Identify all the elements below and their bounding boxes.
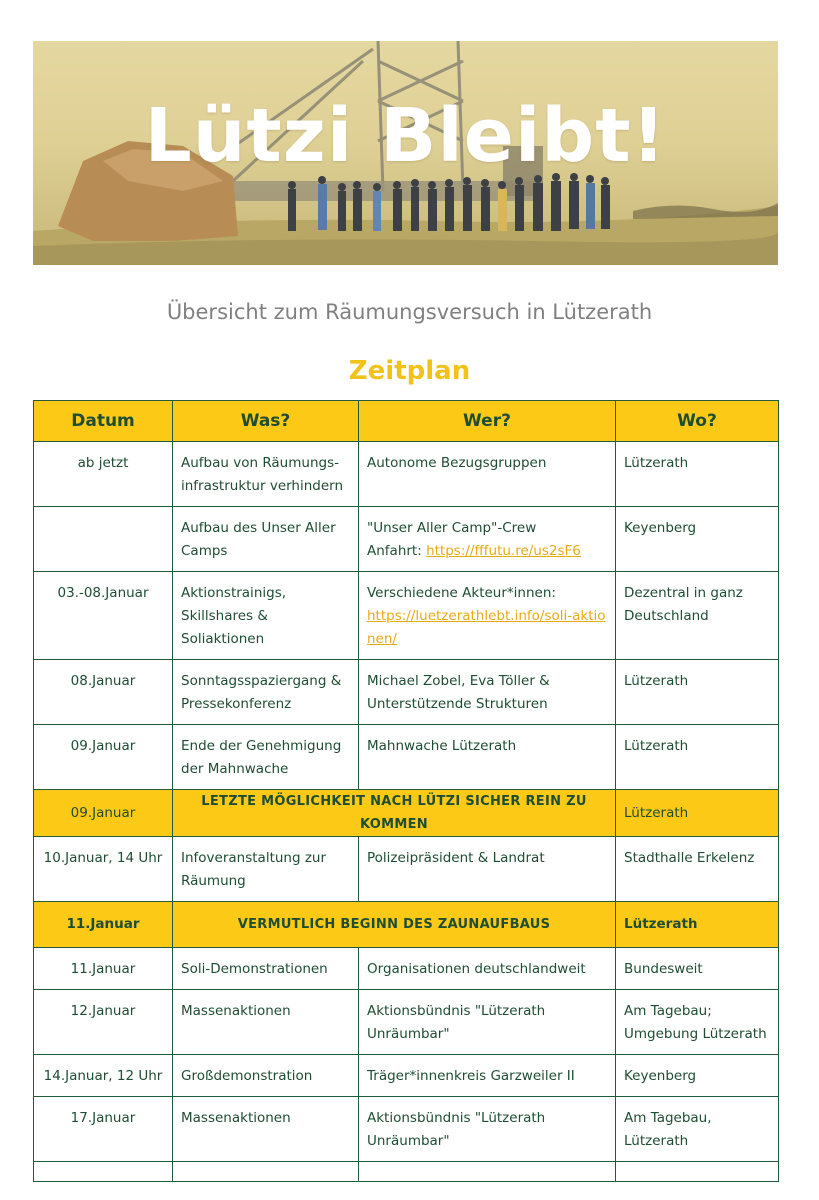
cell-empty <box>359 1162 616 1182</box>
camp-link[interactable]: https://fffutu.re/us2sF6 <box>426 543 581 559</box>
column-header-was: Was? <box>173 401 359 442</box>
header-banner <box>33 41 778 265</box>
schedule-table <box>33 400 779 1182</box>
cell-was: Aktionstrainigs, Skillshares & Soliaktionen <box>173 572 359 660</box>
cell-datum: 09.Januar <box>34 725 173 790</box>
highlight-row <box>34 790 779 837</box>
cell-datum: 09.Januar <box>34 790 173 837</box>
column-header-wer: Wer? <box>359 401 616 442</box>
cell-empty <box>616 1162 779 1182</box>
cell-empty <box>173 1162 359 1182</box>
cell-wo: Lützerath <box>616 902 779 948</box>
highlight-text: VERMUTLICH BEGINN DES ZAUNAUFBAUS <box>173 902 616 948</box>
cell-wer: Organisationen deutschlandweit <box>359 948 616 990</box>
cell-datum: 14.Januar, 12 Uhr <box>34 1055 173 1097</box>
cell-datum: 10.Januar, 14 Uhr <box>34 837 173 902</box>
cell-wer: Polizeipräsident & Landrat <box>359 837 616 902</box>
table-row <box>34 725 779 790</box>
cell-was: Soli-Demonstrationen <box>173 948 359 990</box>
cell-wer: Aktionsbündnis "Lützerath Unräumbar" <box>359 1097 616 1162</box>
soli-link[interactable]: https://luetzerathlebt.info/soli-aktionen/ <box>367 608 606 647</box>
cell-wo: Lützerath <box>616 790 779 837</box>
cell-was: Sonntagsspaziergang & Pressekonferenz <box>173 660 359 725</box>
cell-was: Ende der Genehmigung der Mahnwache <box>173 725 359 790</box>
cell-wer <box>359 572 616 660</box>
cell-wer <box>359 507 616 572</box>
cell-was: Großdemonstration <box>173 1055 359 1097</box>
cell-wo: Dezentral in ganz Deutschland <box>616 572 779 660</box>
cell-datum: 11.Januar <box>34 948 173 990</box>
cell-wer: Aktionsbündnis "Lützerath Unräumbar" <box>359 990 616 1055</box>
cell-was: Aufbau von Räumungs-infrastruktur verhindern <box>173 442 359 507</box>
table-row <box>34 572 779 660</box>
cell-wo: Lützerath <box>616 725 779 790</box>
cell-wo: Am Tagebau; Umgebung Lützerath <box>616 990 779 1055</box>
cell-wo: Am Tagebau, Lützerath <box>616 1097 779 1162</box>
cell-was: Aufbau des Unser Aller Camps <box>173 507 359 572</box>
column-header-wo: Wo? <box>616 401 779 442</box>
highlight-text: LETZTE MÖGLICHKEIT NACH LÜTZI SICHER REIN ZU KOMMEN <box>173 790 616 837</box>
cell-wo: Keyenberg <box>616 507 779 572</box>
table-row <box>34 507 779 572</box>
cell-datum: 11.Januar <box>34 902 173 948</box>
cell-wer-text: "Unser Aller Camp"-Crew <box>367 520 537 536</box>
highlight-row <box>34 902 779 948</box>
cell-was: Massenaktionen <box>173 990 359 1055</box>
cell-wer-prefix: Anfahrt: <box>367 543 427 559</box>
table-row <box>34 948 779 990</box>
banner-title: Lützi Bleibt! <box>144 93 667 179</box>
table-row <box>34 660 779 725</box>
table-row <box>34 837 779 902</box>
table-row <box>34 990 779 1055</box>
table-row-partial <box>34 1162 779 1182</box>
cell-was: Infoveranstaltung zur Räumung <box>173 837 359 902</box>
cell-datum: 03.-08.Januar <box>34 572 173 660</box>
cell-wo: Lützerath <box>616 442 779 507</box>
cell-wer: Mahnwache Lützerath <box>359 725 616 790</box>
cell-was: Massenaktionen <box>173 1097 359 1162</box>
cell-wer-text: Verschiedene Akteur*innen: <box>367 585 556 601</box>
cell-datum: 12.Januar <box>34 990 173 1055</box>
cell-wo: Lützerath <box>616 660 779 725</box>
cell-wo: Keyenberg <box>616 1055 779 1097</box>
cell-datum: 08.Januar <box>34 660 173 725</box>
cell-datum: 17.Januar <box>34 1097 173 1162</box>
cell-wer: Träger*innenkreis Garzweiler II <box>359 1055 616 1097</box>
cell-wo: Stadthalle Erkelenz <box>616 837 779 902</box>
page-subtitle: Übersicht zum Räumungsversuch in Lützerath <box>166 300 653 324</box>
cell-empty <box>34 1162 173 1182</box>
column-header-datum: Datum <box>34 401 173 442</box>
cell-wer: Autonome Bezugsgruppen <box>359 442 616 507</box>
table-row <box>34 442 779 507</box>
cell-datum: ab jetzt <box>34 442 173 507</box>
table-row <box>34 1055 779 1097</box>
table-header-row <box>34 401 779 442</box>
cell-wo: Bundesweit <box>616 948 779 990</box>
cell-wer: Michael Zobel, Eva Töller & Unterstützende Strukturen <box>359 660 616 725</box>
table-row <box>34 1097 779 1162</box>
cell-datum <box>34 507 173 572</box>
section-heading: Zeitplan <box>348 356 471 386</box>
